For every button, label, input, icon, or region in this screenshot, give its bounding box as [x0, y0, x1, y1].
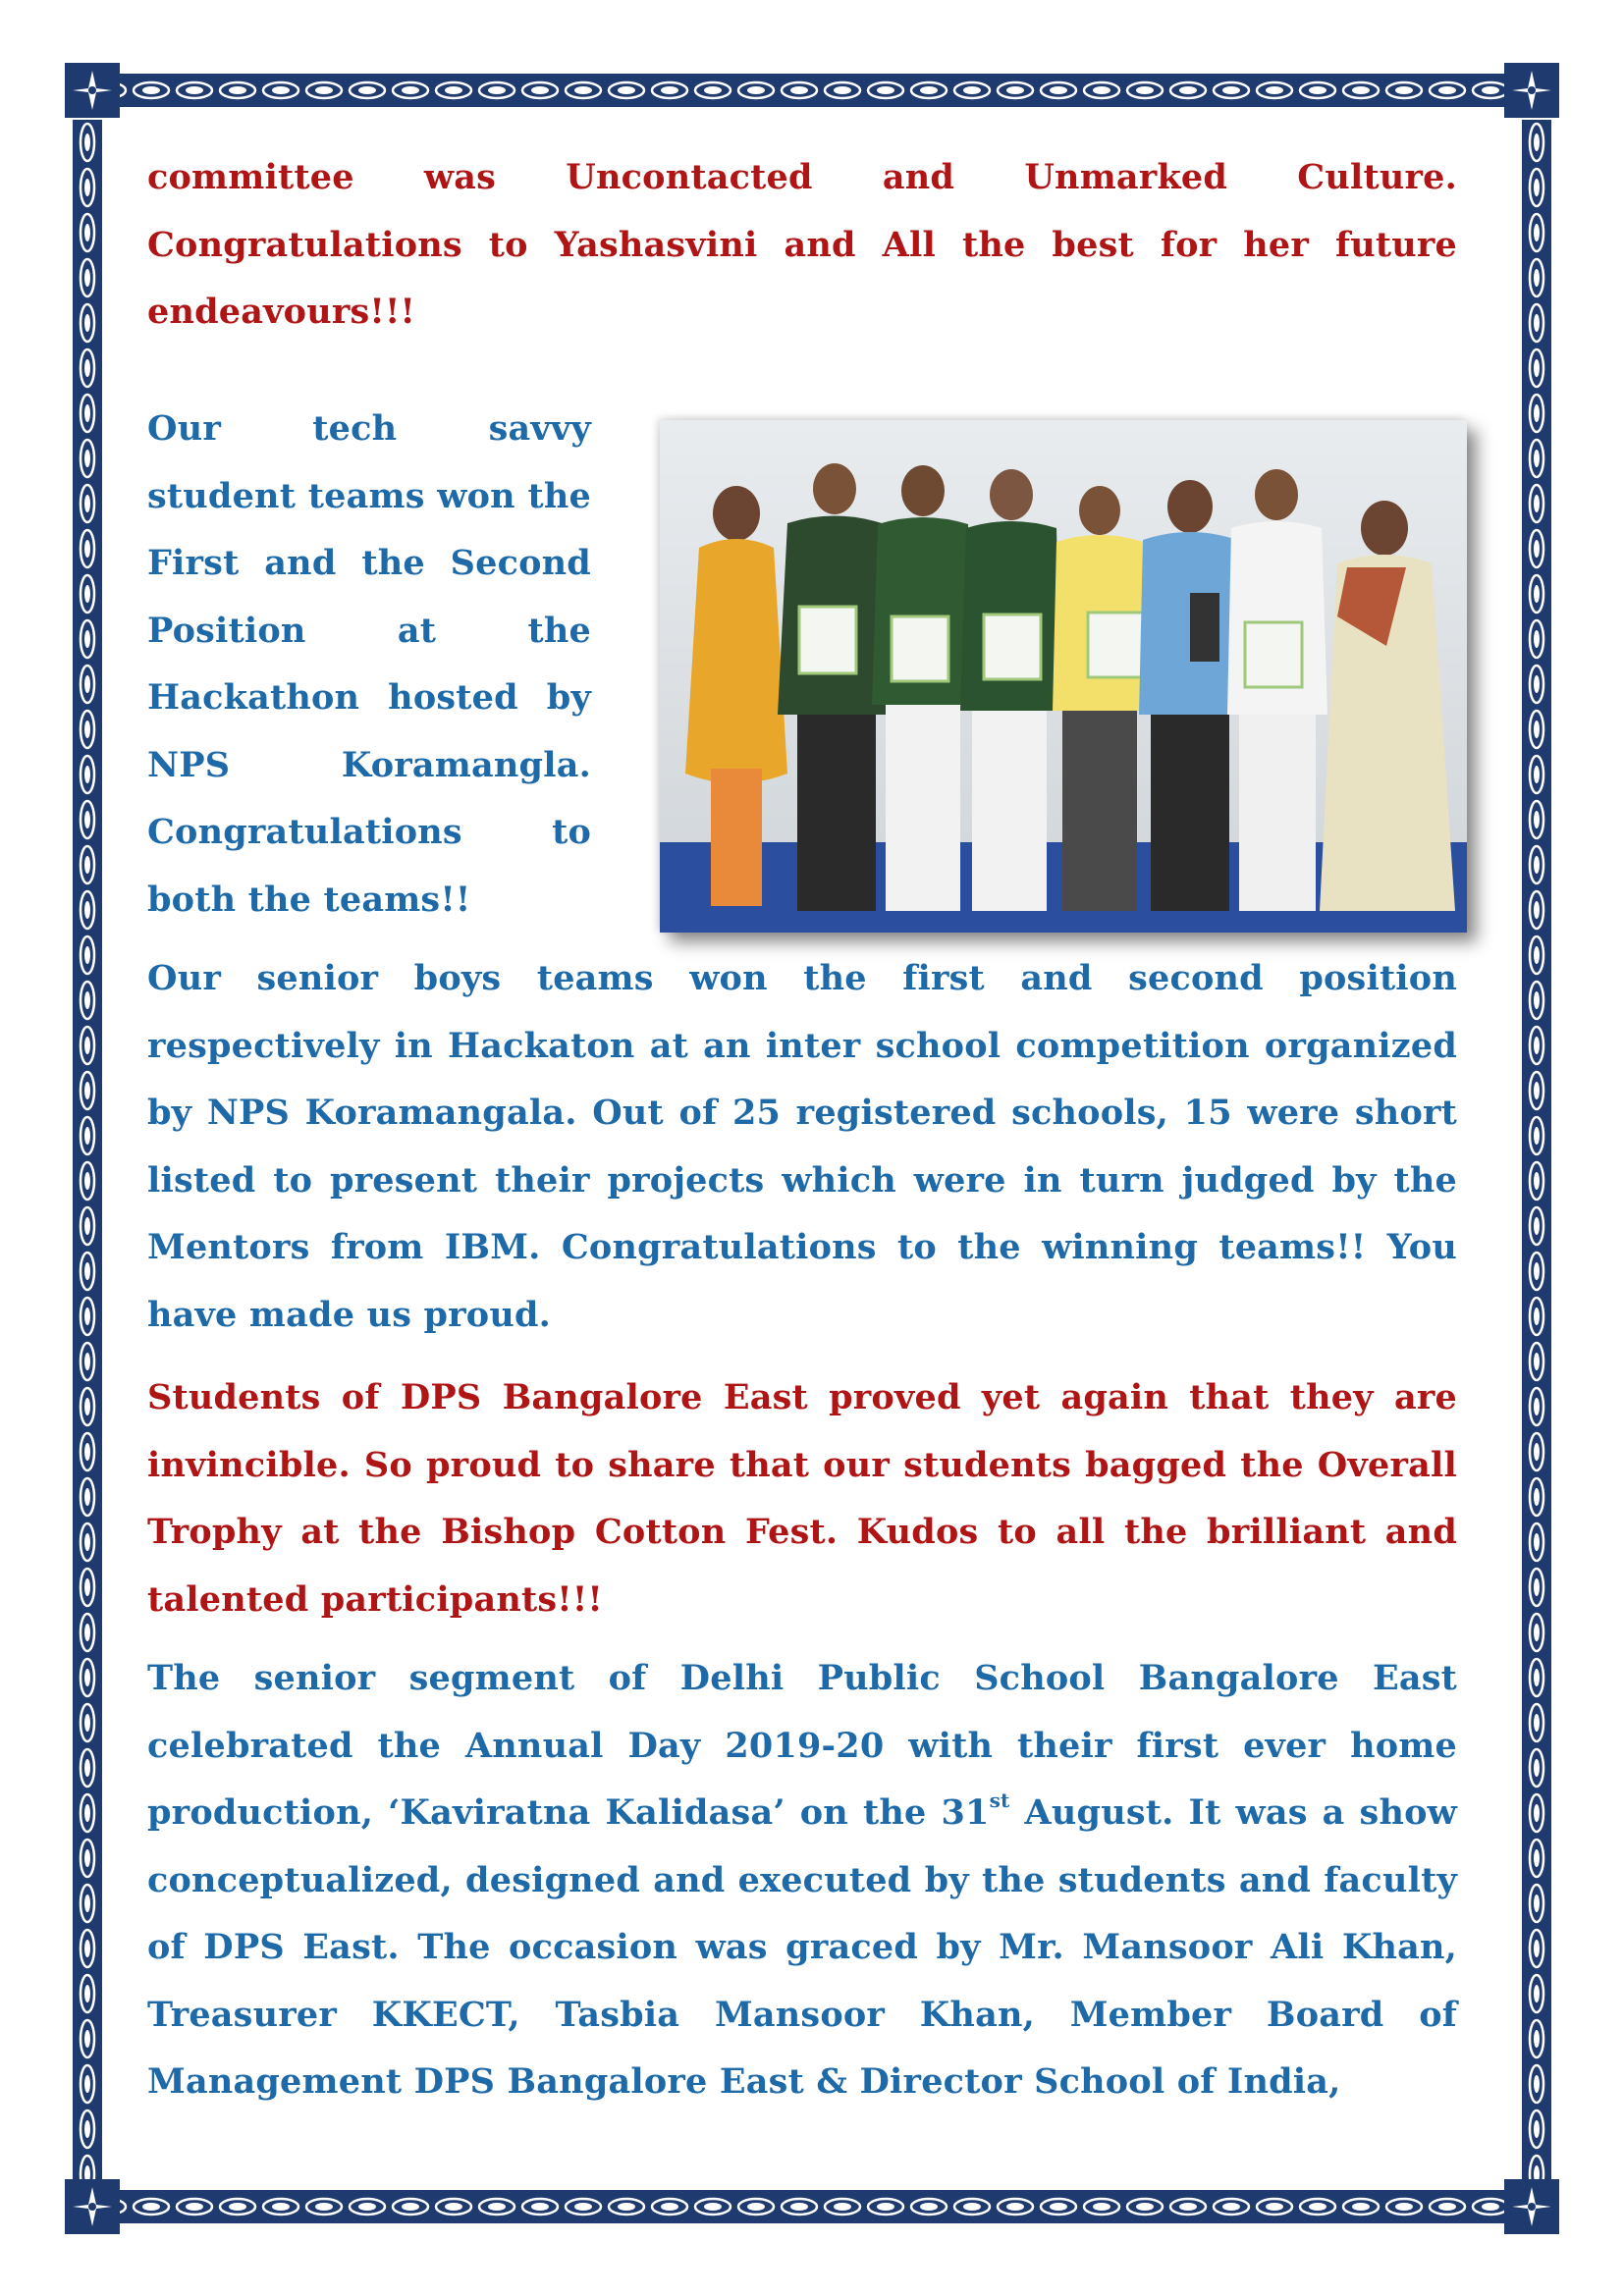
border-top	[86, 74, 1538, 107]
border-right	[1522, 120, 1551, 2179]
annual-day-text-start: The senior segment of Delhi Public School Bangalore East celebrated the Annual Day 2019-20 with their first ever home production, ‘Kaviratna Kalidasa’ on the 31	[147, 1658, 1457, 1833]
border-left	[73, 120, 102, 2179]
ordinal-suffix: st	[989, 1789, 1010, 1813]
paragraph-culture-committee: committee was Uncontacted and Unmarked Culture. Congratulations to Yashasvini and All the best for her future endeavours!!!	[147, 157, 1457, 332]
corner-ornament-icon	[1504, 2179, 1559, 2234]
corner-ornament-icon	[65, 2179, 120, 2234]
border-bottom	[86, 2190, 1538, 2223]
paragraph-bishop-cotton-fest: Students of DPS Bangalore East proved yet again that they are invincible. So proud to share that our students bagged the Overall Trophy at the Bishop Cotton Fest. Kudos to all the brilliant and talented participants!!!	[147, 1377, 1457, 1620]
annual-day-text-end: August. It was a show conceptualized, designed and executed by the students and faculty of DPS East. The occasion was graced by Mr. Mansoor Ali Khan, Treasurer KKECT, Tasbia Mansoor Khan, Member Board of Management DPS Bangalore East & Director School of India,	[147, 1792, 1457, 2102]
corner-ornament-icon	[1504, 63, 1559, 118]
paragraph-annual-day	[147, 1645, 1457, 2116]
group-photo-icon	[660, 420, 1467, 933]
paragraph-hackaton-details: Our senior boys teams won the first and second position respectively in Hackaton at an inter school competition organized by NPS Koramangala. Out of 25 registered schools, 15 were short listed to present their projects which were in turn judged by the Mentors from IBM. Congratulations to the winning teams!! You have made us proud.	[147, 958, 1457, 1335]
corner-ornament-icon	[65, 63, 120, 118]
paragraph-hackathon-intro: Our tech savvy student teams won the First and the Second Position at the Hackathon hosted by NPS Koramangla. Congratulations to both the teams!!	[147, 408, 591, 920]
